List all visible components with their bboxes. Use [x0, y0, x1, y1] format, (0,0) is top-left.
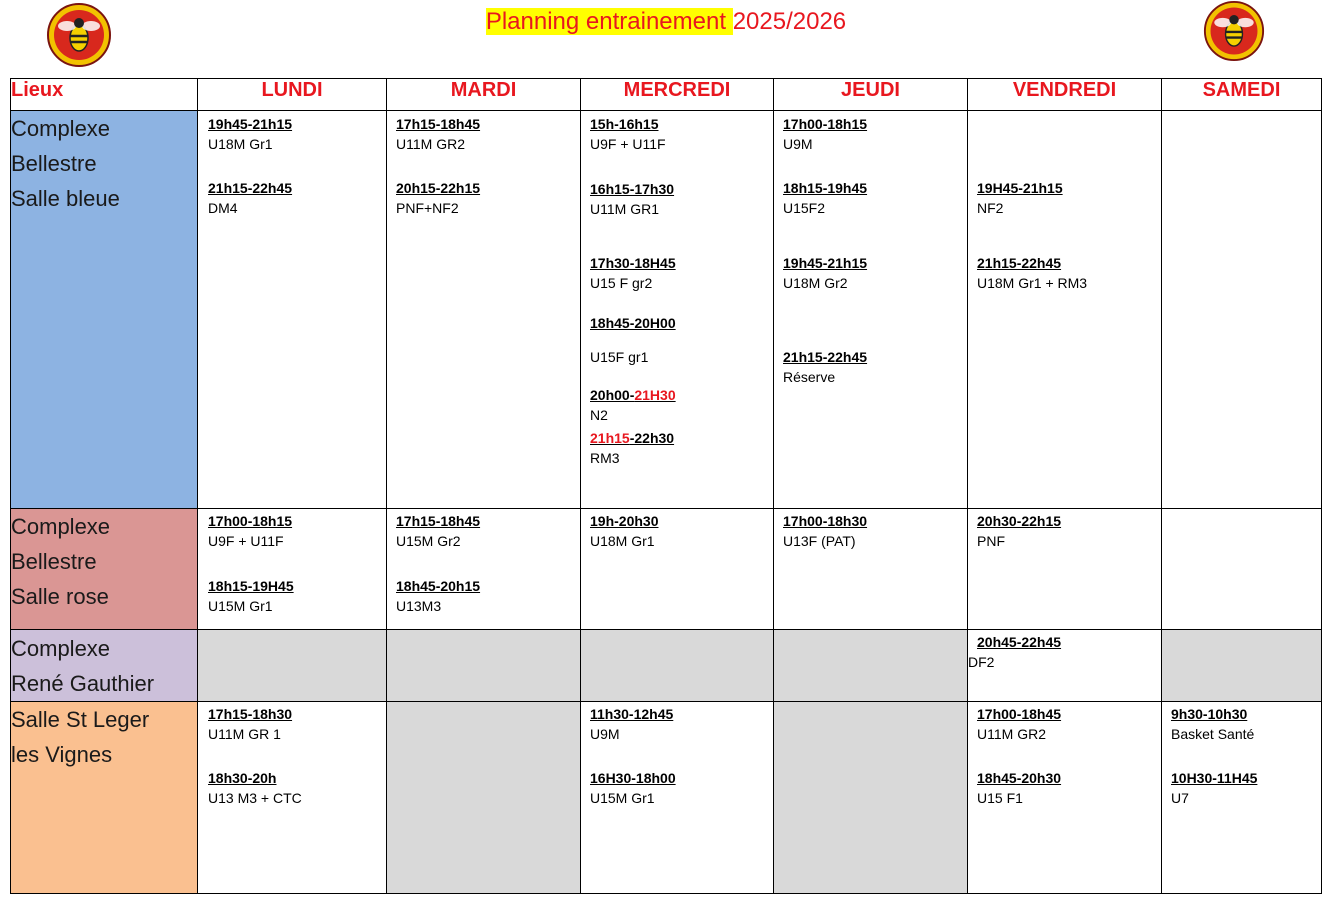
cell-salle-bleue-mercredi: [581, 111, 774, 509]
slot-time: 18h15-19H45: [208, 578, 294, 594]
venue-line: Bellestre: [11, 151, 97, 176]
slot-group: U9F + U11F: [208, 533, 284, 549]
cell-rene-gauthier-jeudi-unavailable: [774, 630, 968, 702]
slot-group: U7: [1171, 790, 1189, 806]
cell-rene-gauthier-vendredi: [968, 630, 1162, 702]
slot-time-start-changed: 21h15: [590, 430, 630, 446]
cell-st-leger-mercredi: [581, 702, 774, 894]
training-slot: [1171, 706, 1254, 742]
slot-time-start: 20h00-: [590, 387, 635, 403]
table-header-row: [11, 79, 1322, 111]
cell-rene-gauthier-lundi-unavailable: [198, 630, 387, 702]
training-slot: [977, 513, 1061, 549]
slot-time: 18h30-20h: [208, 770, 277, 786]
title-highlighted: Planning entrainement: [485, 8, 733, 35]
cell-salle-rose-lundi: [198, 509, 387, 630]
training-slot: [208, 578, 294, 614]
slot-time: 17h00-18h15: [208, 513, 293, 529]
slot-group: U15 F1: [977, 790, 1023, 806]
training-slot: [590, 255, 676, 291]
column-header-lieux: Lieux: [11, 79, 198, 111]
slot-group: U11M GR2: [396, 136, 465, 152]
page-title: [0, 8, 1332, 36]
cell-salle-rose-vendredi: [968, 509, 1162, 630]
slot-time: 11h30-12h45: [590, 706, 674, 722]
slot-time: 17h00-18h30: [783, 513, 868, 529]
training-slot: [396, 180, 480, 216]
slot-time: 20h30-22h15: [977, 513, 1062, 529]
slot-time: 17h00-18h15: [783, 116, 868, 132]
slot-time: 9h30-10h30: [1171, 706, 1248, 722]
slot-group: PNF+NF2: [396, 200, 459, 216]
training-slot: [208, 706, 292, 742]
slot-group: U15M Gr1: [208, 598, 273, 614]
slot-time: [590, 387, 676, 403]
table-row-salle-bleue: [11, 111, 1322, 509]
training-slot: [208, 513, 292, 549]
slot-time: 18h15-19h45: [783, 180, 868, 196]
training-slot: [1171, 770, 1257, 806]
column-header-samedi: SAMEDI: [1162, 79, 1322, 111]
cell-st-leger-mardi-unavailable: [387, 702, 581, 894]
slot-group: U11M GR2: [977, 726, 1046, 742]
cell-st-leger-vendredi: [968, 702, 1162, 894]
slot-group: DM4: [208, 200, 238, 216]
slot-time: 19H45-21h15: [977, 180, 1063, 196]
slot-group: U11M GR1: [590, 201, 659, 217]
venue-line: Complexe: [11, 636, 111, 661]
slot-group: U18M Gr1 + RM3: [977, 275, 1088, 291]
slot-time: 18h45-20h15: [396, 578, 481, 594]
training-schedule-table: [10, 78, 1322, 894]
training-slot: [783, 116, 867, 152]
venue-line: Salle bleue: [11, 186, 120, 211]
cell-salle-rose-mercredi: [581, 509, 774, 630]
slot-time: 21h15-22h45: [783, 349, 868, 365]
venue-line: Salle St Leger: [11, 707, 150, 732]
cell-salle-rose-jeudi: [774, 509, 968, 630]
slot-time: [590, 430, 674, 446]
slot-group: U15M Gr1: [590, 790, 655, 806]
column-header-jeudi: JEUDI: [774, 79, 968, 111]
slot-group: U15 F gr2: [590, 275, 653, 291]
training-slot: [783, 513, 867, 549]
slot-group: Réserve: [783, 369, 836, 385]
cell-st-leger-samedi: [1162, 702, 1322, 894]
club-logo-left: [46, 2, 110, 66]
training-slot: [590, 116, 666, 152]
slot-time: 17h15-18h30: [208, 706, 293, 722]
slot-time: 17h15-18h45: [396, 513, 481, 529]
training-slot: [396, 513, 480, 549]
slot-group: NF2: [977, 200, 1004, 216]
training-slot: [783, 255, 867, 291]
slot-time: 10H30-11H45: [1171, 770, 1258, 786]
table-row-salle-rose: [11, 509, 1322, 630]
column-header-vendredi: VENDREDI: [968, 79, 1162, 111]
venue-line: les Vignes: [11, 742, 113, 767]
cell-salle-rose-mardi: [387, 509, 581, 630]
slot-time: 16H30-18h00: [590, 770, 676, 786]
venue-salle-bleue: [11, 111, 198, 509]
training-slot: [590, 430, 674, 466]
training-slot: [396, 578, 480, 614]
slot-time: 21h15-22h45: [208, 180, 293, 196]
training-slot: [783, 180, 867, 216]
slot-group: U13F (PAT): [783, 533, 856, 549]
venue-rene-gauthier: [11, 630, 198, 702]
club-logo-right: [1203, 0, 1267, 64]
training-slot: [977, 180, 1063, 216]
column-header-lundi: LUNDI: [198, 79, 387, 111]
column-header-mercredi: MERCREDI: [581, 79, 774, 111]
venue-st-leger: [11, 702, 198, 894]
venue-line: Salle rose: [11, 584, 109, 609]
training-slot: [590, 181, 674, 217]
slot-time: 16h15-17h30: [590, 181, 675, 197]
slot-group: U15F2: [783, 200, 826, 216]
slot-time-end-changed: 21H30: [634, 387, 676, 403]
training-slot: [590, 513, 658, 549]
slot-group: N2: [590, 407, 608, 423]
cell-st-leger-jeudi-unavailable: [774, 702, 968, 894]
venue-salle-rose: [11, 509, 198, 630]
slot-time: 15h-16h15: [590, 116, 659, 132]
cell-salle-rose-samedi: [1162, 509, 1322, 630]
slot-time: 19h45-21h15: [783, 255, 868, 271]
slot-time: 18h45-20H00: [590, 315, 676, 331]
slot-group: Basket Santé: [1171, 726, 1255, 742]
training-slot: [396, 116, 480, 152]
slot-group: U13 M3 + CTC: [208, 790, 302, 806]
venue-line: Complexe: [11, 116, 111, 141]
training-slot: [968, 634, 1062, 670]
cell-salle-bleue-jeudi: [774, 111, 968, 509]
training-slot: [208, 116, 292, 152]
slot-group: DF2: [968, 654, 995, 670]
table-row-rene-gauthier: [11, 630, 1322, 702]
slot-time: 21h15-22h45: [977, 255, 1062, 271]
training-slot: [783, 349, 867, 385]
training-slot: [590, 770, 676, 806]
venue-line: Complexe: [11, 514, 111, 539]
training-slot: [977, 255, 1087, 291]
slot-group: U9M: [590, 726, 620, 742]
cell-salle-bleue-lundi: [198, 111, 387, 509]
slot-time-end: -22h30: [629, 430, 675, 446]
training-slot: [590, 387, 676, 423]
slot-group: U18M Gr1: [208, 136, 273, 152]
slot-group: U18M Gr2: [783, 275, 848, 291]
slot-time: 18h45-20h30: [977, 770, 1062, 786]
slot-time: 20h15-22h15: [396, 180, 481, 196]
training-slot: [977, 770, 1061, 806]
venue-line: Bellestre: [11, 549, 97, 574]
slot-group: U9M: [783, 136, 813, 152]
slot-group: PNF: [977, 533, 1005, 549]
training-slot: [208, 180, 292, 216]
cell-st-leger-lundi: [198, 702, 387, 894]
slot-group: U13M3: [396, 598, 442, 614]
slot-time: 17h30-18H45: [590, 255, 676, 271]
column-header-mardi: MARDI: [387, 79, 581, 111]
slot-group: U11M GR 1: [208, 726, 281, 742]
slot-time: 20h45-22h45: [977, 634, 1062, 650]
cell-rene-gauthier-samedi-unavailable: [1162, 630, 1322, 702]
training-slot: [590, 706, 673, 742]
slot-group: U18M Gr1: [590, 533, 655, 549]
cell-rene-gauthier-mercredi-unavailable: [581, 630, 774, 702]
slot-time: 19h-20h30: [590, 513, 659, 529]
cell-salle-bleue-mardi: [387, 111, 581, 509]
title-year: 2025/2026: [732, 8, 847, 35]
cell-rene-gauthier-mardi-unavailable: [387, 630, 581, 702]
slot-time: 19h45-21h15: [208, 116, 293, 132]
slot-group: U9F + U11F: [590, 136, 666, 152]
training-slot: [977, 706, 1061, 742]
cell-salle-bleue-vendredi: [968, 111, 1162, 509]
slot-time: 17h00-18h45: [977, 706, 1062, 722]
training-slot: [208, 770, 302, 806]
cell-salle-bleue-samedi: [1162, 111, 1322, 509]
table-row-st-leger: [11, 702, 1322, 894]
venue-line: René Gauthier: [11, 671, 155, 696]
slot-group: U15M Gr2: [396, 533, 461, 549]
slot-group: RM3: [590, 450, 620, 466]
training-slot: [590, 315, 676, 365]
slot-group: U15F gr1: [590, 349, 649, 365]
slot-time: 17h15-18h45: [396, 116, 481, 132]
